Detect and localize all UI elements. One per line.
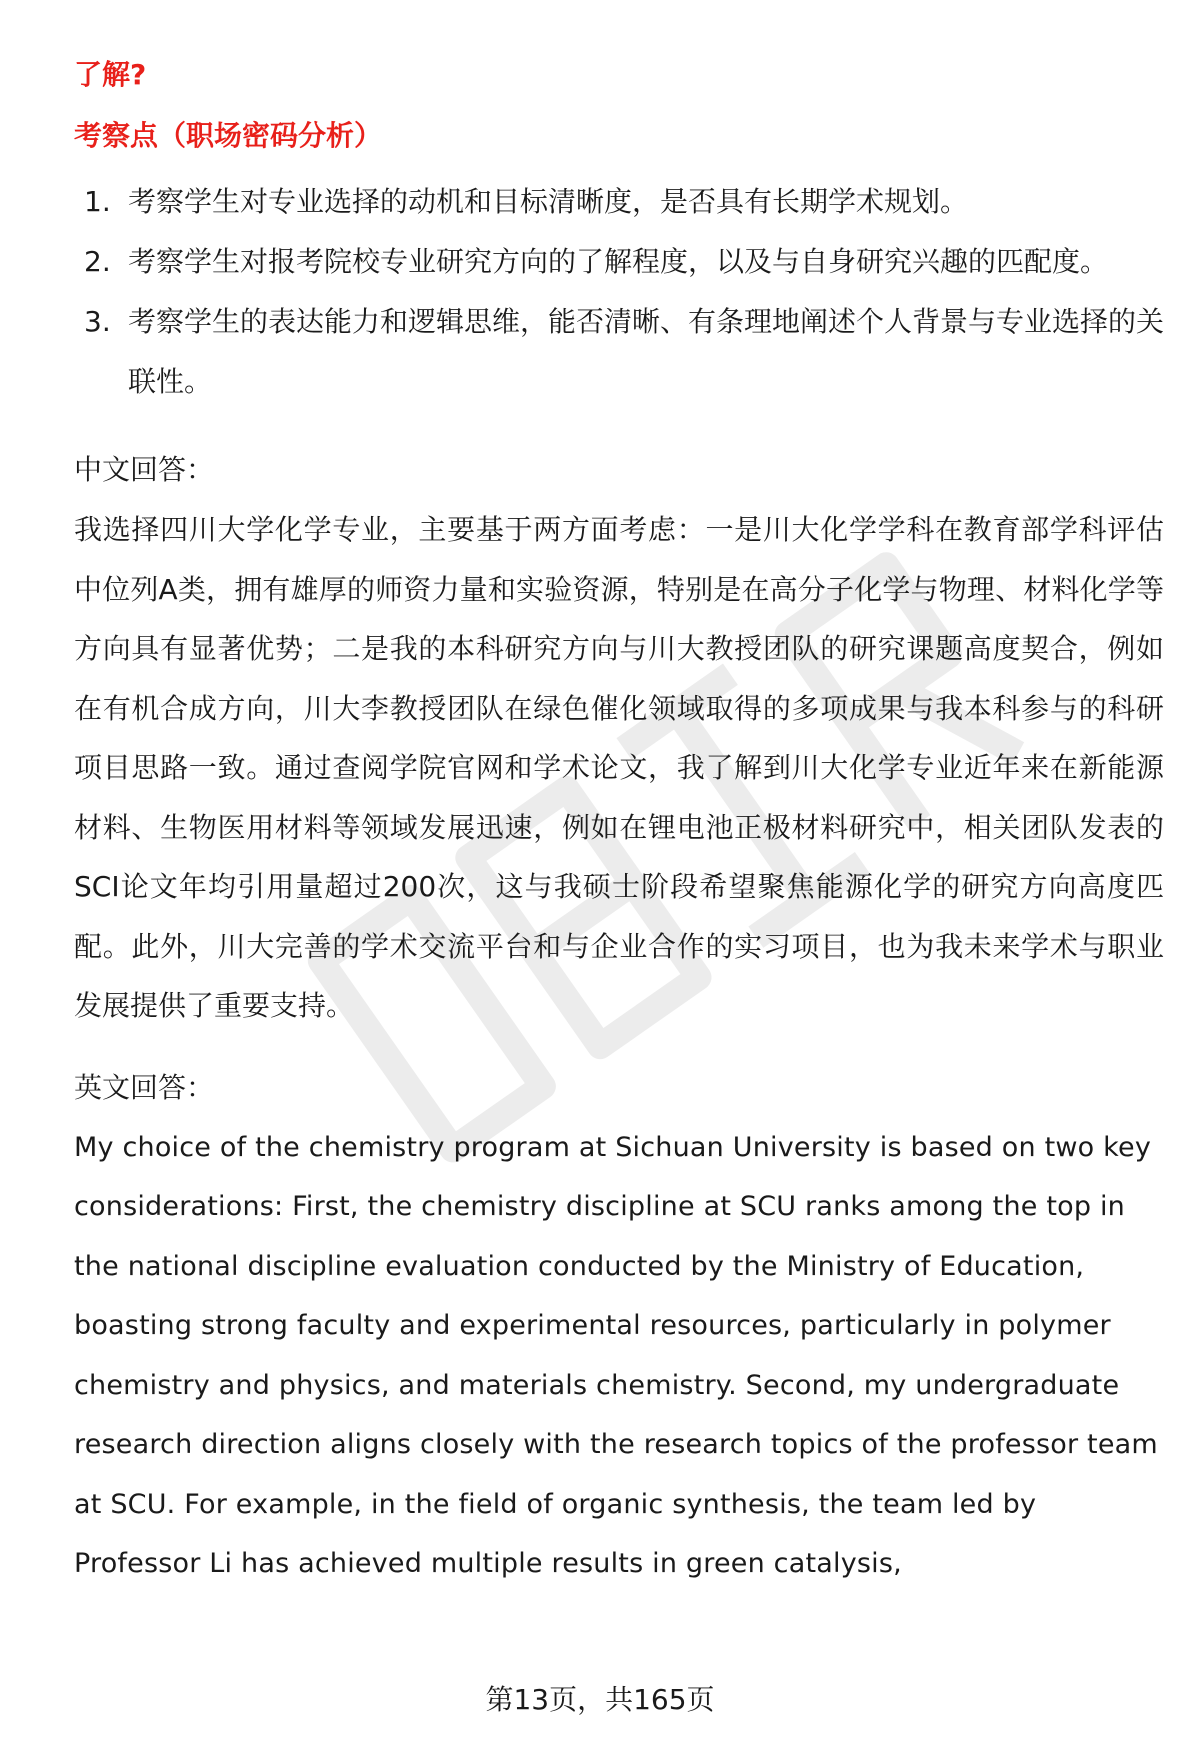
list-item bbox=[74, 232, 1164, 292]
list-item-number: 2. bbox=[84, 245, 111, 278]
list-item bbox=[74, 292, 1164, 412]
chinese-answer-label: 中文回答： bbox=[74, 453, 215, 486]
english-answer-text: My choice of the chemistry program at Sichuan University is based on two key considerations: First, the chemistry discipline at SCU ranks among the top in the national discipline evaluation conducted by the Ministry of Education, boasting strong faculty and experimental resources, particularly in polymer chemistry and physics, and materials chemistry. Second, my undergraduate research direction aligns closely with the research topics of the professor team at SCU. For example, in the field of organic synthesis, the team led by Professor Li has achieved multiple results in green catalysis, bbox=[74, 1131, 1158, 1579]
list-item-number: 3. bbox=[84, 305, 111, 338]
assessment-points-list bbox=[74, 172, 1165, 412]
page-indicator: 第13页，共165页 bbox=[485, 1683, 715, 1716]
list-item-number: 1. bbox=[84, 185, 111, 218]
section-heading: 考察点（职场密码分析） bbox=[74, 119, 383, 152]
chinese-answer-text: 我选择四川大学化学专业，主要基于两方面考虑：一是川大化学学科在教育部学科评估中位列A类，拥有雄厚的师资力量和实验资源，特别是在高分子化学与物理、材料化学等方向具有显著优势；二是我的本科研究方向与川大教授团队的研究课题高度契合，例如在有机合成方向，川大李教授团队在绿色催化领域取得的多项成果与我本科参与的科研项目思路一致。通过查阅学院官网和学术论文，我了解到川大化学专业近年来在新能源材料、生物医用材料等领域发展迅速，例如在锂电池正极材料研究中，相关团队发表的SCI论文年均引用量超过200次，这与我硕士阶段希望聚焦能源化学的研究方向高度匹配。此外，川大完善的学术交流平台和与企业合作的实习项目，也为我未来学术与职业发展提供了重要支持。 bbox=[74, 513, 1164, 1022]
list-item-text: 考察学生的表达能力和逻辑思维，能否清晰、有条理地阐述个人背景与专业选择的关联性。 bbox=[128, 305, 1165, 398]
list-item bbox=[74, 172, 1164, 232]
english-answer-label: 英文回答： bbox=[74, 1070, 215, 1104]
top-heading: 了解? bbox=[74, 58, 147, 91]
list-item-text: 考察学生对报考院校专业研究方向的了解程度，以及与自身研究兴趣的匹配度。 bbox=[128, 245, 1109, 278]
document-page bbox=[74, 55, 1165, 1594]
list-item-text: 考察学生对专业选择的动机和目标清晰度，是否具有长期学术规划。 bbox=[128, 185, 969, 218]
